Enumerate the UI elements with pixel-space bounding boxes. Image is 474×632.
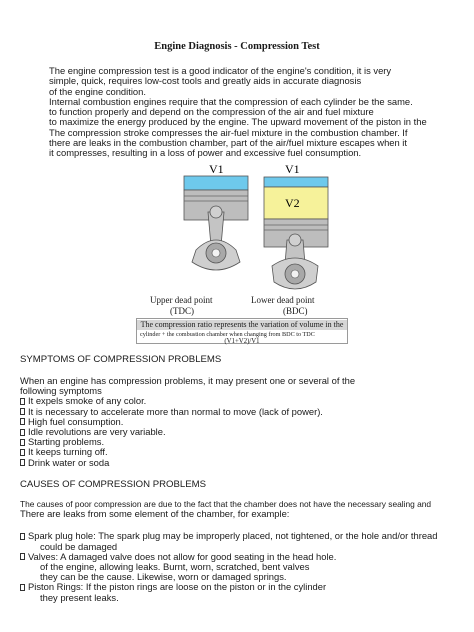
causes-heading: CAUSES OF COMPRESSION PROBLEMS — [20, 479, 207, 490]
checkbox-icon — [20, 398, 25, 405]
intro-line: of the engine condition. — [49, 85, 146, 97]
intro-line: to function properly and depend on the compression of the air and fuel mixture — [49, 106, 374, 118]
checkbox-icon — [20, 459, 25, 466]
checkbox-icon — [20, 553, 25, 560]
list-item: Valves: A damaged valve does not allow for good seating in the head hole. — [20, 552, 438, 562]
label-v1-left: V1 — [209, 162, 224, 176]
symptoms-heading: SYMPTOMS OF COMPRESSION PROBLEMS — [20, 354, 222, 365]
list-item-continuation: they present leaks. — [40, 591, 119, 603]
cylinder-bdc — [264, 177, 328, 289]
intro-line: The compression stroke compresses the air-fuel mixture in the combustion chamber. If — [49, 126, 408, 138]
label-v2: V2 — [285, 196, 300, 210]
intro-line: there are leaks in the combustion chamber, part of the air/fuel mixture escapes when it — [49, 137, 407, 149]
caption-bdc-title: Lower dead point — [251, 295, 315, 305]
list-item-continuation: could be damaged — [40, 540, 118, 552]
compression-ratio-box — [136, 318, 348, 344]
cylinder-tdc — [184, 176, 248, 270]
list-item: It keeps turning off. — [20, 447, 438, 457]
list-item: High fuel consumption. — [20, 417, 438, 427]
page-title: Engine Diagnosis - Compression Test — [154, 41, 320, 52]
intro-line: to maximize the energy produced by the engine. The upward movement of the piston in the — [49, 116, 427, 128]
intro-line: Internal combustion engines require that the compression of each cylinder be the same. — [49, 95, 413, 107]
list-item: Idle revolutions are very variable. — [20, 427, 438, 437]
causes-intro-line: There are leaks from some element of the chamber, for example: — [20, 508, 290, 520]
symptoms-intro-line: When an engine has compression problems, it may present one or several of the — [20, 375, 356, 386]
intro-line: The engine compression test is a good indicator of the engine's condition, it is very — [49, 65, 392, 76]
list-item: Drink water or soda — [20, 458, 438, 468]
checkbox-icon — [20, 439, 25, 446]
causes-list — [20, 531, 438, 602]
list-item-continuation: of the engine, allowing leaks. Burnt, worn, scratched, bent valves — [40, 561, 310, 573]
intro-line: it compresses, resulting in a loss of power and excessive fuel consumption. — [49, 147, 362, 159]
checkbox-icon — [20, 449, 25, 456]
ratio-formula: (V1+V2)/V1 — [224, 338, 260, 345]
causes-intro-line: The causes of poor compression are due to the fact that the chamber does not have the necessary sealing and — [20, 499, 432, 509]
list-item: Piston Rings: If the piston rings are loose on the piston or in the cylinder — [20, 582, 438, 592]
list-item-continuation: they can be the cause. Likewise, worn or damaged springs. — [40, 571, 287, 583]
list-item: It is necessary to accelerate more than normal to move (lack of power). — [20, 407, 438, 417]
caption-tdc-title: Upper dead point — [150, 295, 213, 305]
list-item: Spark plug hole: The spark plug may be improperly placed, not tightened, or the hole and/or thread — [20, 531, 438, 541]
checkbox-icon — [20, 418, 25, 425]
intro-line: simple, quick, requires low-cost tools and greatly aids in accurate diagnosis — [49, 75, 362, 87]
checkbox-icon — [20, 429, 25, 436]
bdc-chamber-v1 — [264, 177, 328, 187]
ratio-description: The compression ratio represents the variation of volume in the — [137, 320, 347, 330]
checkbox-icon — [20, 584, 25, 591]
causes-block — [20, 499, 438, 603]
symptoms-intro-line: following symptoms — [20, 385, 102, 397]
label-v1-right: V1 — [285, 162, 300, 176]
symptoms-block — [20, 376, 438, 468]
list-item: It expels smoke of any color. — [20, 396, 438, 406]
caption-bdc-abbr: (BDC) — [283, 306, 308, 316]
caption-tdc-abbr: (TDC) — [170, 306, 194, 316]
tdc-chamber — [184, 176, 248, 190]
list-item: Starting problems. — [20, 437, 438, 447]
checkbox-icon — [20, 533, 25, 540]
ratio-subtext: cylinder + the combustion chamber when changing from BDC to TDC — [140, 331, 315, 338]
checkbox-icon — [20, 408, 25, 415]
